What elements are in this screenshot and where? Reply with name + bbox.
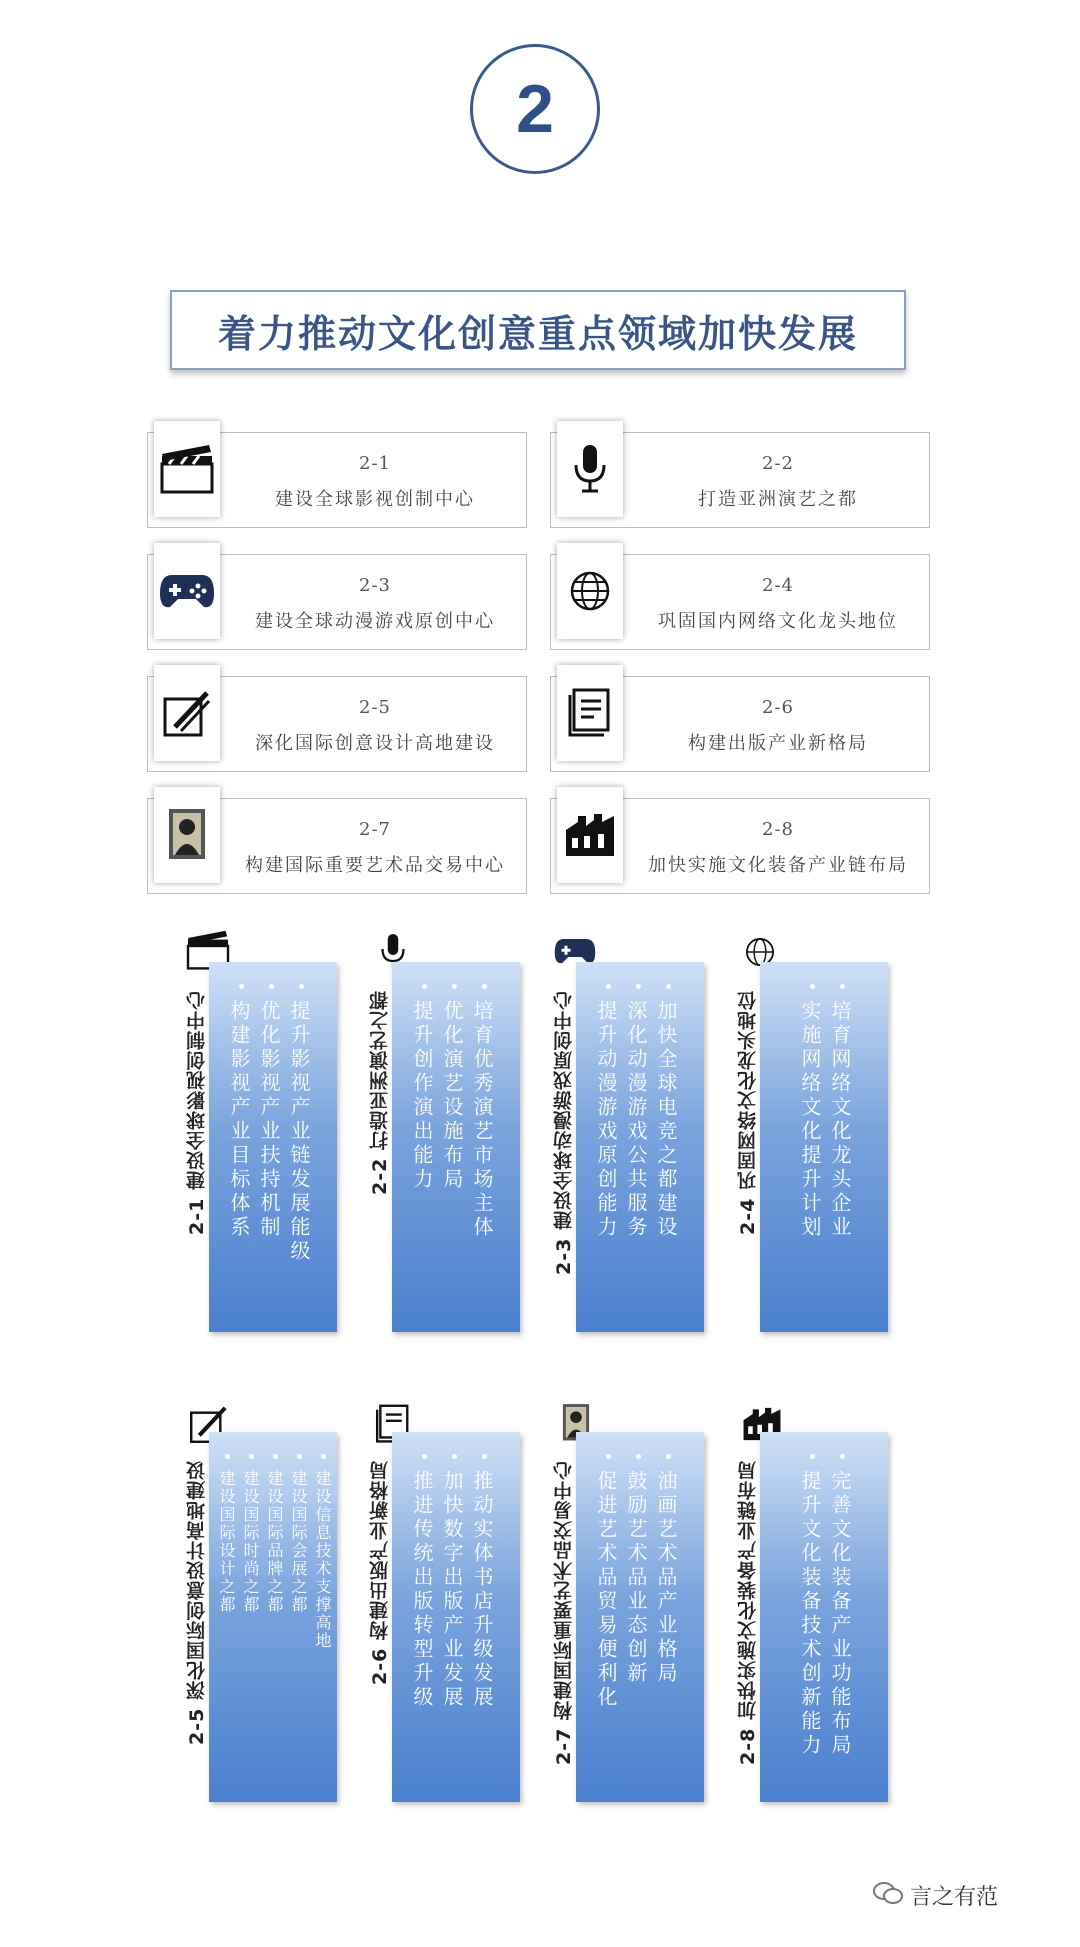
clapperboard-icon (154, 421, 220, 517)
microphone-icon (557, 421, 623, 517)
detail-column-2-3 (576, 962, 704, 1332)
wechat-icon (872, 1880, 904, 1910)
detail-column-2-2 (392, 962, 520, 1332)
detail-item: 构建影视产业目标体系 (227, 1000, 251, 1240)
detail-column-2-1 (209, 962, 337, 1332)
globe-icon (557, 543, 623, 639)
book-icon (557, 665, 623, 761)
section-number-badge: 2 (470, 44, 600, 174)
detail-heading: 2-3 建设全球动漫游戏原创中心 (553, 990, 575, 1275)
detail-column-2-8 (760, 1432, 888, 1802)
detail-item: 培育网络文化龙头企业 (828, 1000, 852, 1240)
detail-column-2-5 (209, 1432, 337, 1802)
card-2-2[interactable] (550, 432, 930, 528)
factory-icon (557, 787, 623, 883)
card-label: 建设全球动漫游戏原创中心 (255, 611, 495, 632)
card-number: 2-7 (359, 819, 391, 840)
card-number: 2-8 (762, 819, 794, 840)
detail-item: 油画艺术品产业格局 (654, 1470, 678, 1686)
card-2-6[interactable] (550, 676, 930, 772)
design-pen-icon (154, 665, 220, 761)
card-number: 2-2 (762, 453, 794, 474)
detail-item: 推进传统出版转型升级 (410, 1470, 434, 1710)
detail-heading: 2-4 巩固网络文化龙头地位 (737, 990, 759, 1235)
card-label: 构建国际重要艺术品交易中心 (245, 855, 505, 876)
watermark: 言之有范 (910, 1885, 999, 1910)
card-label: 建设全球影视创制中心 (275, 489, 475, 510)
detail-item: 优化演艺设施布局 (440, 1000, 464, 1192)
detail-item: 建设国际品牌之都 (265, 1470, 284, 1614)
card-number: 2-1 (359, 453, 391, 474)
card-label: 深化国际创意设计高地建设 (255, 733, 495, 754)
detail-column-2-7 (576, 1432, 704, 1802)
portrait-icon (154, 787, 220, 883)
card-2-1[interactable] (147, 432, 527, 528)
detail-item: 实施网络文化提升计划 (798, 1000, 822, 1240)
page-title: 着力推动文化创意重点领域加快发展 (170, 290, 906, 370)
detail-item: 提升文化装备技术创新能力 (798, 1470, 822, 1758)
detail-item: 深化动漫游戏公共服务 (624, 1000, 648, 1240)
card-label: 巩固国内网络文化龙头地位 (658, 611, 898, 632)
detail-item: 提升动漫游戏原创能力 (594, 1000, 618, 1240)
card-2-5[interactable] (147, 676, 527, 772)
detail-item: 培育优秀演艺市场主体 (470, 1000, 494, 1240)
detail-heading: 2-1 建设全球影视创制中心 (186, 990, 208, 1235)
card-number: 2-4 (762, 575, 794, 596)
detail-item: 建设信息技术支撑高地 (313, 1470, 332, 1650)
card-label: 打造亚洲演艺之都 (698, 489, 858, 510)
detail-heading: 2-7 构建国际重要艺术品交易中心 (553, 1460, 575, 1765)
detail-heading: 2-5 深化国际创意设计高地建设 (186, 1460, 208, 1745)
detail-heading: 2-2 打造亚洲演艺之都 (369, 990, 391, 1195)
detail-item: 提升影视产业链发展能级 (287, 1000, 311, 1264)
detail-item: 建设国际时尚之都 (241, 1470, 260, 1614)
detail-item: 加快全球电竞之都建设 (654, 1000, 678, 1240)
detail-item: 加快数字出版产业发展 (440, 1470, 464, 1710)
card-2-3[interactable] (147, 554, 527, 650)
card-label: 加快实施文化装备产业链布局 (648, 855, 908, 876)
gamepad-icon (154, 543, 220, 639)
detail-item: 鼓励艺术品业态创新 (624, 1470, 648, 1686)
detail-item: 提升创作演出能力 (410, 1000, 434, 1192)
detail-item: 建设国际会展之都 (289, 1470, 308, 1614)
detail-column-2-6 (392, 1432, 520, 1802)
card-number: 2-3 (359, 575, 391, 596)
card-2-7[interactable] (147, 798, 527, 894)
detail-item: 完善文化装备产业功能布局 (828, 1470, 852, 1758)
detail-heading: 2-6 构建出版产业新格局 (369, 1460, 391, 1685)
card-number: 2-6 (762, 697, 794, 718)
detail-heading: 2-8 加快实施文化装备产业链布局 (737, 1460, 759, 1765)
detail-column-2-4 (760, 962, 888, 1332)
card-number: 2-5 (359, 697, 391, 718)
detail-item: 推动实体书店升级发展 (470, 1470, 494, 1710)
card-label: 构建出版产业新格局 (688, 733, 868, 754)
detail-item: 建设国际设计之都 (217, 1470, 236, 1614)
card-2-4[interactable] (550, 554, 930, 650)
card-2-8[interactable] (550, 798, 930, 894)
detail-item: 促进艺术品贸易便利化 (594, 1470, 618, 1710)
detail-item: 优化影视产业扶持机制 (257, 1000, 281, 1240)
